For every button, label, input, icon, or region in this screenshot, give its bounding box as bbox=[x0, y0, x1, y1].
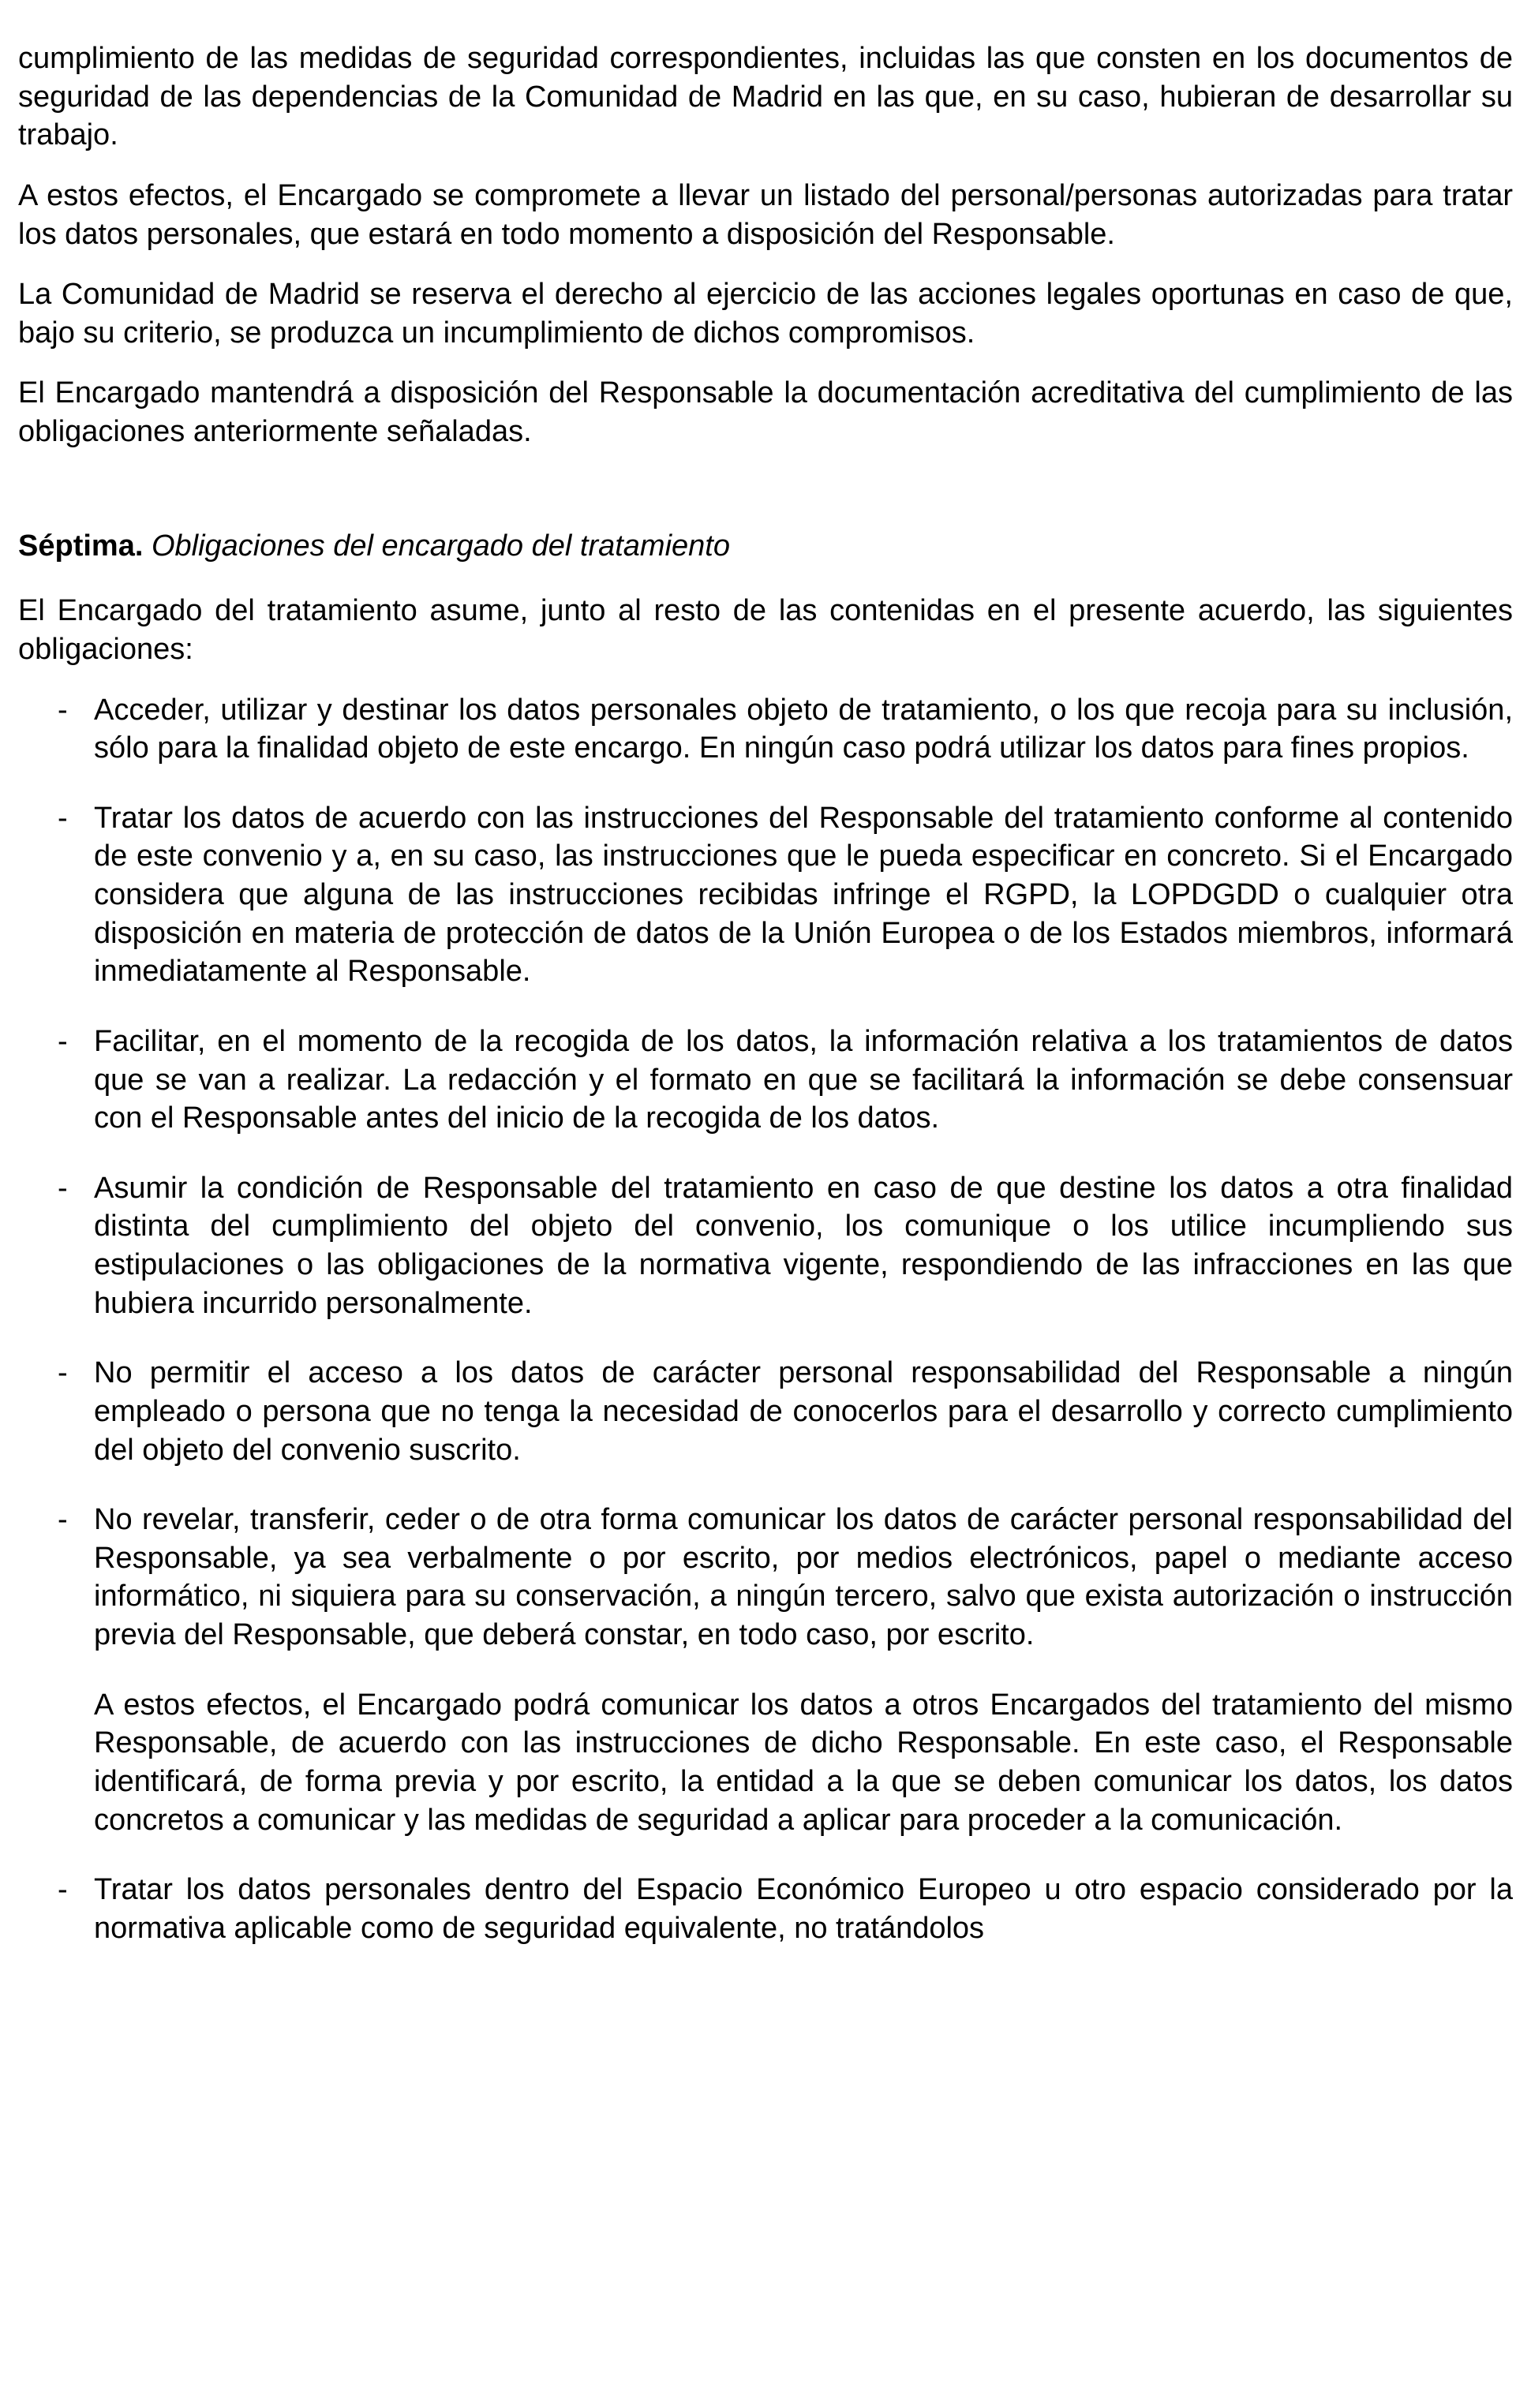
dash-bullet: - bbox=[58, 1873, 68, 1907]
section-title: Obligaciones del encargado del tratamiento bbox=[151, 529, 730, 563]
section-heading bbox=[18, 527, 1513, 566]
dash-bullet: - bbox=[58, 1171, 68, 1205]
list-item-instructions bbox=[18, 799, 1513, 991]
paragraph-legal-actions: La Comunidad de Madrid se reserva el derecho al ejercicio de las acciones legales oportunas en caso de que, bajo su criterio, se produzca un incumplimiento de dichos compromisos. bbox=[18, 278, 1513, 350]
list-item-eea-processing bbox=[18, 1871, 1513, 1947]
paragraph-documentation: El Encargado mantendrá a disposición del Responsable la documentación acreditativa del cumplimiento de las obligaciones anteriormente señaladas. bbox=[18, 376, 1513, 448]
dash-bullet: - bbox=[58, 693, 68, 727]
paragraph-security-measures: cumplimiento de las medidas de seguridad correspondientes, incluidas las que consten en los documentos de seguridad de las dependencias de la Comunidad de Madrid en las que, en su caso, hubieran de desarrollar su trabajo. bbox=[18, 42, 1513, 152]
list-item-information bbox=[18, 1023, 1513, 1138]
list-item-text: Tratar los datos de acuerdo con las instrucciones del Responsable del tratamiento conforme al contenido de este convenio y a, en su caso, las instrucciones que le pueda especificar en concreto. Si el Encargado considera que alguna de las instrucciones recibidas infringe el RGPD, la LOPDGDD o cualquier otra disposición en materia de protección de datos de la Unión Europea o de los Estados miembros, informará inmediatamente al Responsable. bbox=[94, 801, 1513, 989]
section-intro: El Encargado del tratamiento asume, junto al resto de las contenidas en el presente acuerdo, las siguientes obligaciones: bbox=[18, 594, 1513, 666]
list-item-assume-responsibility bbox=[18, 1169, 1513, 1323]
obligations-list bbox=[18, 691, 1513, 1948]
list-item-text: No permitir el acceso a los datos de carácter personal responsabilidad del Responsable a ningún empleado o persona que no tenga la necesidad de conocerlos para el desarrollo y correcto cumplimiento del objeto del convenio suscrito. bbox=[94, 1356, 1513, 1467]
list-item-text: Facilitar, en el momento de la recogida de los datos, la información relativa a los tratamientos de datos que se van a realizar. La redacción y el formato en que se facilitará la información se debe consensuar con el Responsable antes del inicio de la recogida de los datos. bbox=[94, 1024, 1513, 1135]
list-item-continuation: A estos efectos, el Encargado podrá comunicar los datos a otros Encargados del tratamiento del mismo Responsable, de acuerdo con las instrucciones de dicho Responsable. En este caso, el Responsable identificará, de forma previa y por escrito, la entidad a la que se deben comunicar los datos, los datos concretos a comunicar y las medidas de seguridad a aplicar para proceder a la comunicación. bbox=[94, 1688, 1513, 1837]
list-item-text: Tratar los datos personales dentro del Espacio Económico Europeo u otro espacio considerado por la normativa aplicable como de seguridad equivalente, no tratándolos bbox=[94, 1873, 1513, 1945]
paragraph-personnel-list: A estos efectos, el Encargado se compromete a llevar un listado del personal/personas autorizadas para tratar los datos personales, que estará en todo momento a disposición del Responsable. bbox=[18, 178, 1513, 251]
list-item-no-access bbox=[18, 1354, 1513, 1469]
list-item-access-use bbox=[18, 691, 1513, 768]
dash-bullet: - bbox=[58, 1356, 68, 1390]
dash-bullet: - bbox=[58, 801, 68, 835]
list-item-text: Acceder, utilizar y destinar los datos personales objeto de tratamiento, o los que recoja para su inclusión, sólo para la finalidad objeto de este encargo. En ningún caso podrá utilizar los datos para fines propios. bbox=[94, 693, 1513, 765]
dash-bullet: - bbox=[58, 1024, 68, 1058]
section-number: Séptima. bbox=[18, 529, 144, 563]
list-item-no-disclosure bbox=[18, 1501, 1513, 1839]
dash-bullet: - bbox=[58, 1503, 68, 1537]
list-item-text: Asumir la condición de Responsable del tratamiento en caso de que destine los datos a otra finalidad distinta del cumplimiento del objeto del convenio, los comunique o los utilice incumpliendo sus estipulaciones o las obligaciones de la normativa vigente, respondiendo de las infracciones en las que hubiera incurrido personalmente. bbox=[94, 1171, 1513, 1320]
list-item-text: No revelar, transferir, ceder o de otra forma comunicar los datos de carácter personal responsabilidad del Responsable, ya sea verbalmente o por escrito, por medios electrónicos, papel o mediante acceso informático, ni siquiera para su conservación, a ningún tercero, salvo que exista autorización o instrucción previa del Responsable, que deberá constar, en todo caso, por escrito. bbox=[94, 1503, 1513, 1651]
